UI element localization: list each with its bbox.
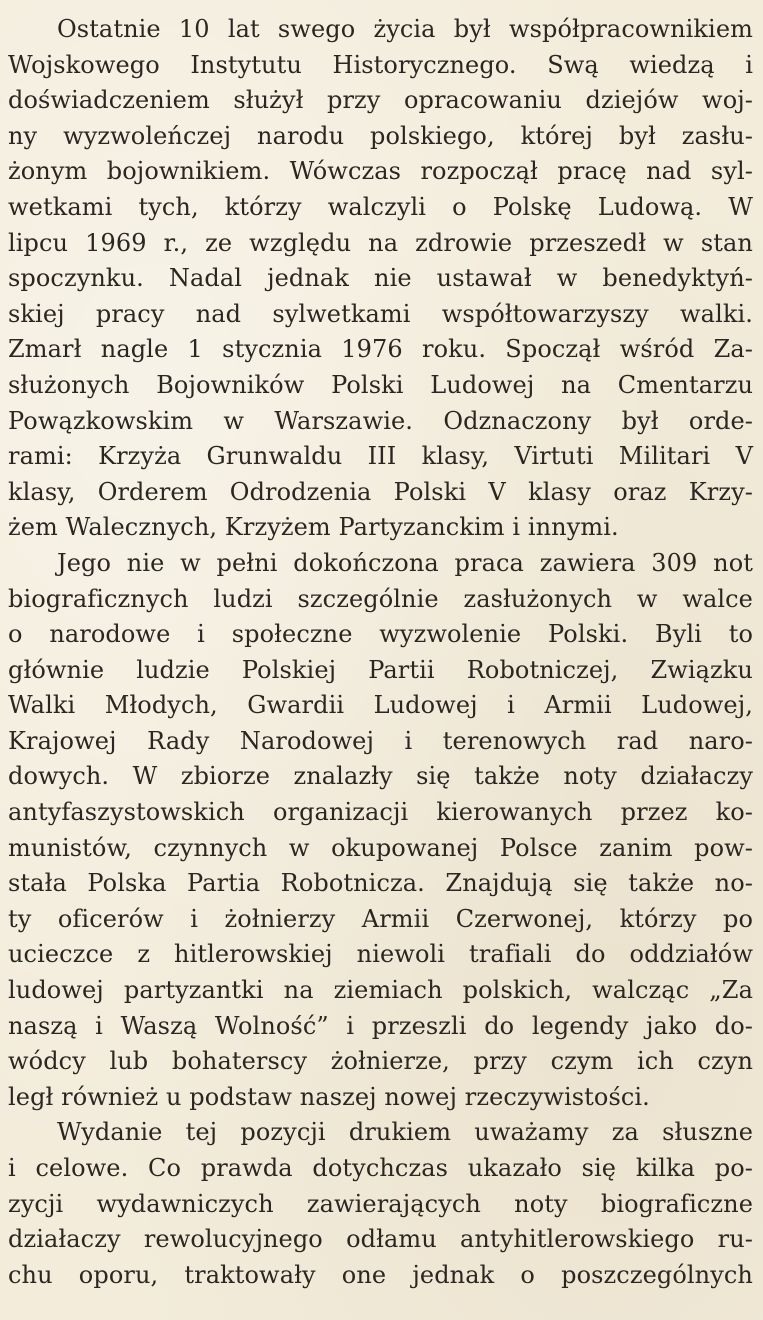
text-line: wetkami tych, którzy walczyli o Polskę Ludową. W bbox=[8, 192, 753, 221]
text-line: Wydanie tej pozycji drukiem uważamy za słuszne bbox=[57, 1118, 753, 1147]
document-page bbox=[0, 12, 763, 1320]
text-line: i celowe. Co prawda dotychczas ukazało się kilka po- bbox=[8, 1154, 753, 1182]
text-line: Wojskowego Instytutu Historycznego. Swą wiedzą i bbox=[8, 50, 753, 79]
text-line: Krajowej Rady Narodowej i terenowych rad naro- bbox=[8, 726, 753, 755]
text-line: spoczynku. Nadal jednak nie ustawał w benedyktyń- bbox=[8, 264, 753, 293]
text-line: munistów, czynnych w okupowanej Polsce zanim pow- bbox=[8, 833, 753, 862]
text-line: rami: Krzyża Grunwaldu III klasy, Virtuti Militari V bbox=[8, 442, 753, 471]
text-line: służonych Bojowników Polski Ludowej na Cmentarzu bbox=[8, 370, 753, 399]
text-line: głównie ludzie Polskiej Partii Robotniczej, Związku bbox=[8, 655, 753, 684]
text-line: działaczy rewolucyjnego odłamu antyhitlerowskiego ru- bbox=[8, 1225, 753, 1254]
text-line: Walki Młodych, Gwardii Ludowej i Armii Ludowej, bbox=[8, 691, 753, 720]
text-line: stała Polska Partia Robotnicza. Znajdują się także no- bbox=[8, 869, 753, 898]
text-line: zycji wydawniczych zawierających noty biograficzne bbox=[8, 1189, 753, 1218]
text-line: żonym bojownikiem. Wówczas rozpoczął pracę nad syl- bbox=[8, 157, 753, 186]
text-line: Powązkowskim w Warszawie. Odznaczony był orde- bbox=[8, 406, 753, 435]
text-line: legł również u podstaw naszej nowej rzeczywistości. bbox=[8, 1082, 650, 1111]
text-line: chu oporu, traktowały one jednak o poszczególnych bbox=[8, 1260, 753, 1289]
text-line: lipcu 1969 r., ze względu na zdrowie przeszedł w stan bbox=[8, 228, 753, 257]
paragraph-2 bbox=[8, 546, 753, 1116]
text-line: ty oficerów i żołnierzy Armii Czerwonej, którzy po bbox=[8, 904, 753, 933]
text-line: żem Walecznych, Krzyżem Partyzanckim i innymi. bbox=[8, 513, 619, 542]
text-line: Zmarł nagle 1 stycznia 1976 roku. Spoczął wśród Za- bbox=[8, 335, 753, 364]
text-line: skiej pracy nad sylwetkami współtowarzyszy walki. bbox=[8, 299, 753, 328]
paragraph-1 bbox=[8, 12, 753, 546]
text-line: doświadczeniem służył przy opracowaniu dziejów woj- bbox=[8, 86, 753, 115]
text-line: wódcy lub bohaterscy żołnierze, przy czym ich czyn bbox=[8, 1047, 753, 1076]
text-line: ucieczce z hitlerowskiej niewoli trafiali do oddziałów bbox=[8, 940, 753, 969]
text-line: o narodowe i społeczne wyzwolenie Polski. Byli to bbox=[8, 620, 753, 649]
text-line: naszą i Waszą Wolność” i przeszli do legendy jako do- bbox=[8, 1011, 753, 1040]
text-line: dowych. W zbiorze znalazły się także noty działaczy bbox=[8, 762, 753, 791]
text-line: klasy, Orderem Odrodzenia Polski V klasy oraz Krzy- bbox=[8, 477, 753, 506]
text-line: antyfaszystowskich organizacji kierowanych przez ko- bbox=[8, 798, 753, 827]
text-line: ny wyzwoleńczej narodu polskiego, której był zasłu- bbox=[8, 121, 753, 150]
text-line: ludowej partyzantki na ziemiach polskich, walcząc „Za bbox=[8, 976, 753, 1005]
text-line: Jego nie w pełni dokończona praca zawiera 309 not bbox=[57, 548, 753, 577]
text-line: Ostatnie 10 lat swego życia był współpracownikiem bbox=[57, 15, 753, 43]
paragraph-3 bbox=[8, 1115, 753, 1293]
text-line: biograficznych ludzi szczególnie zasłużonych w walce bbox=[8, 584, 753, 613]
